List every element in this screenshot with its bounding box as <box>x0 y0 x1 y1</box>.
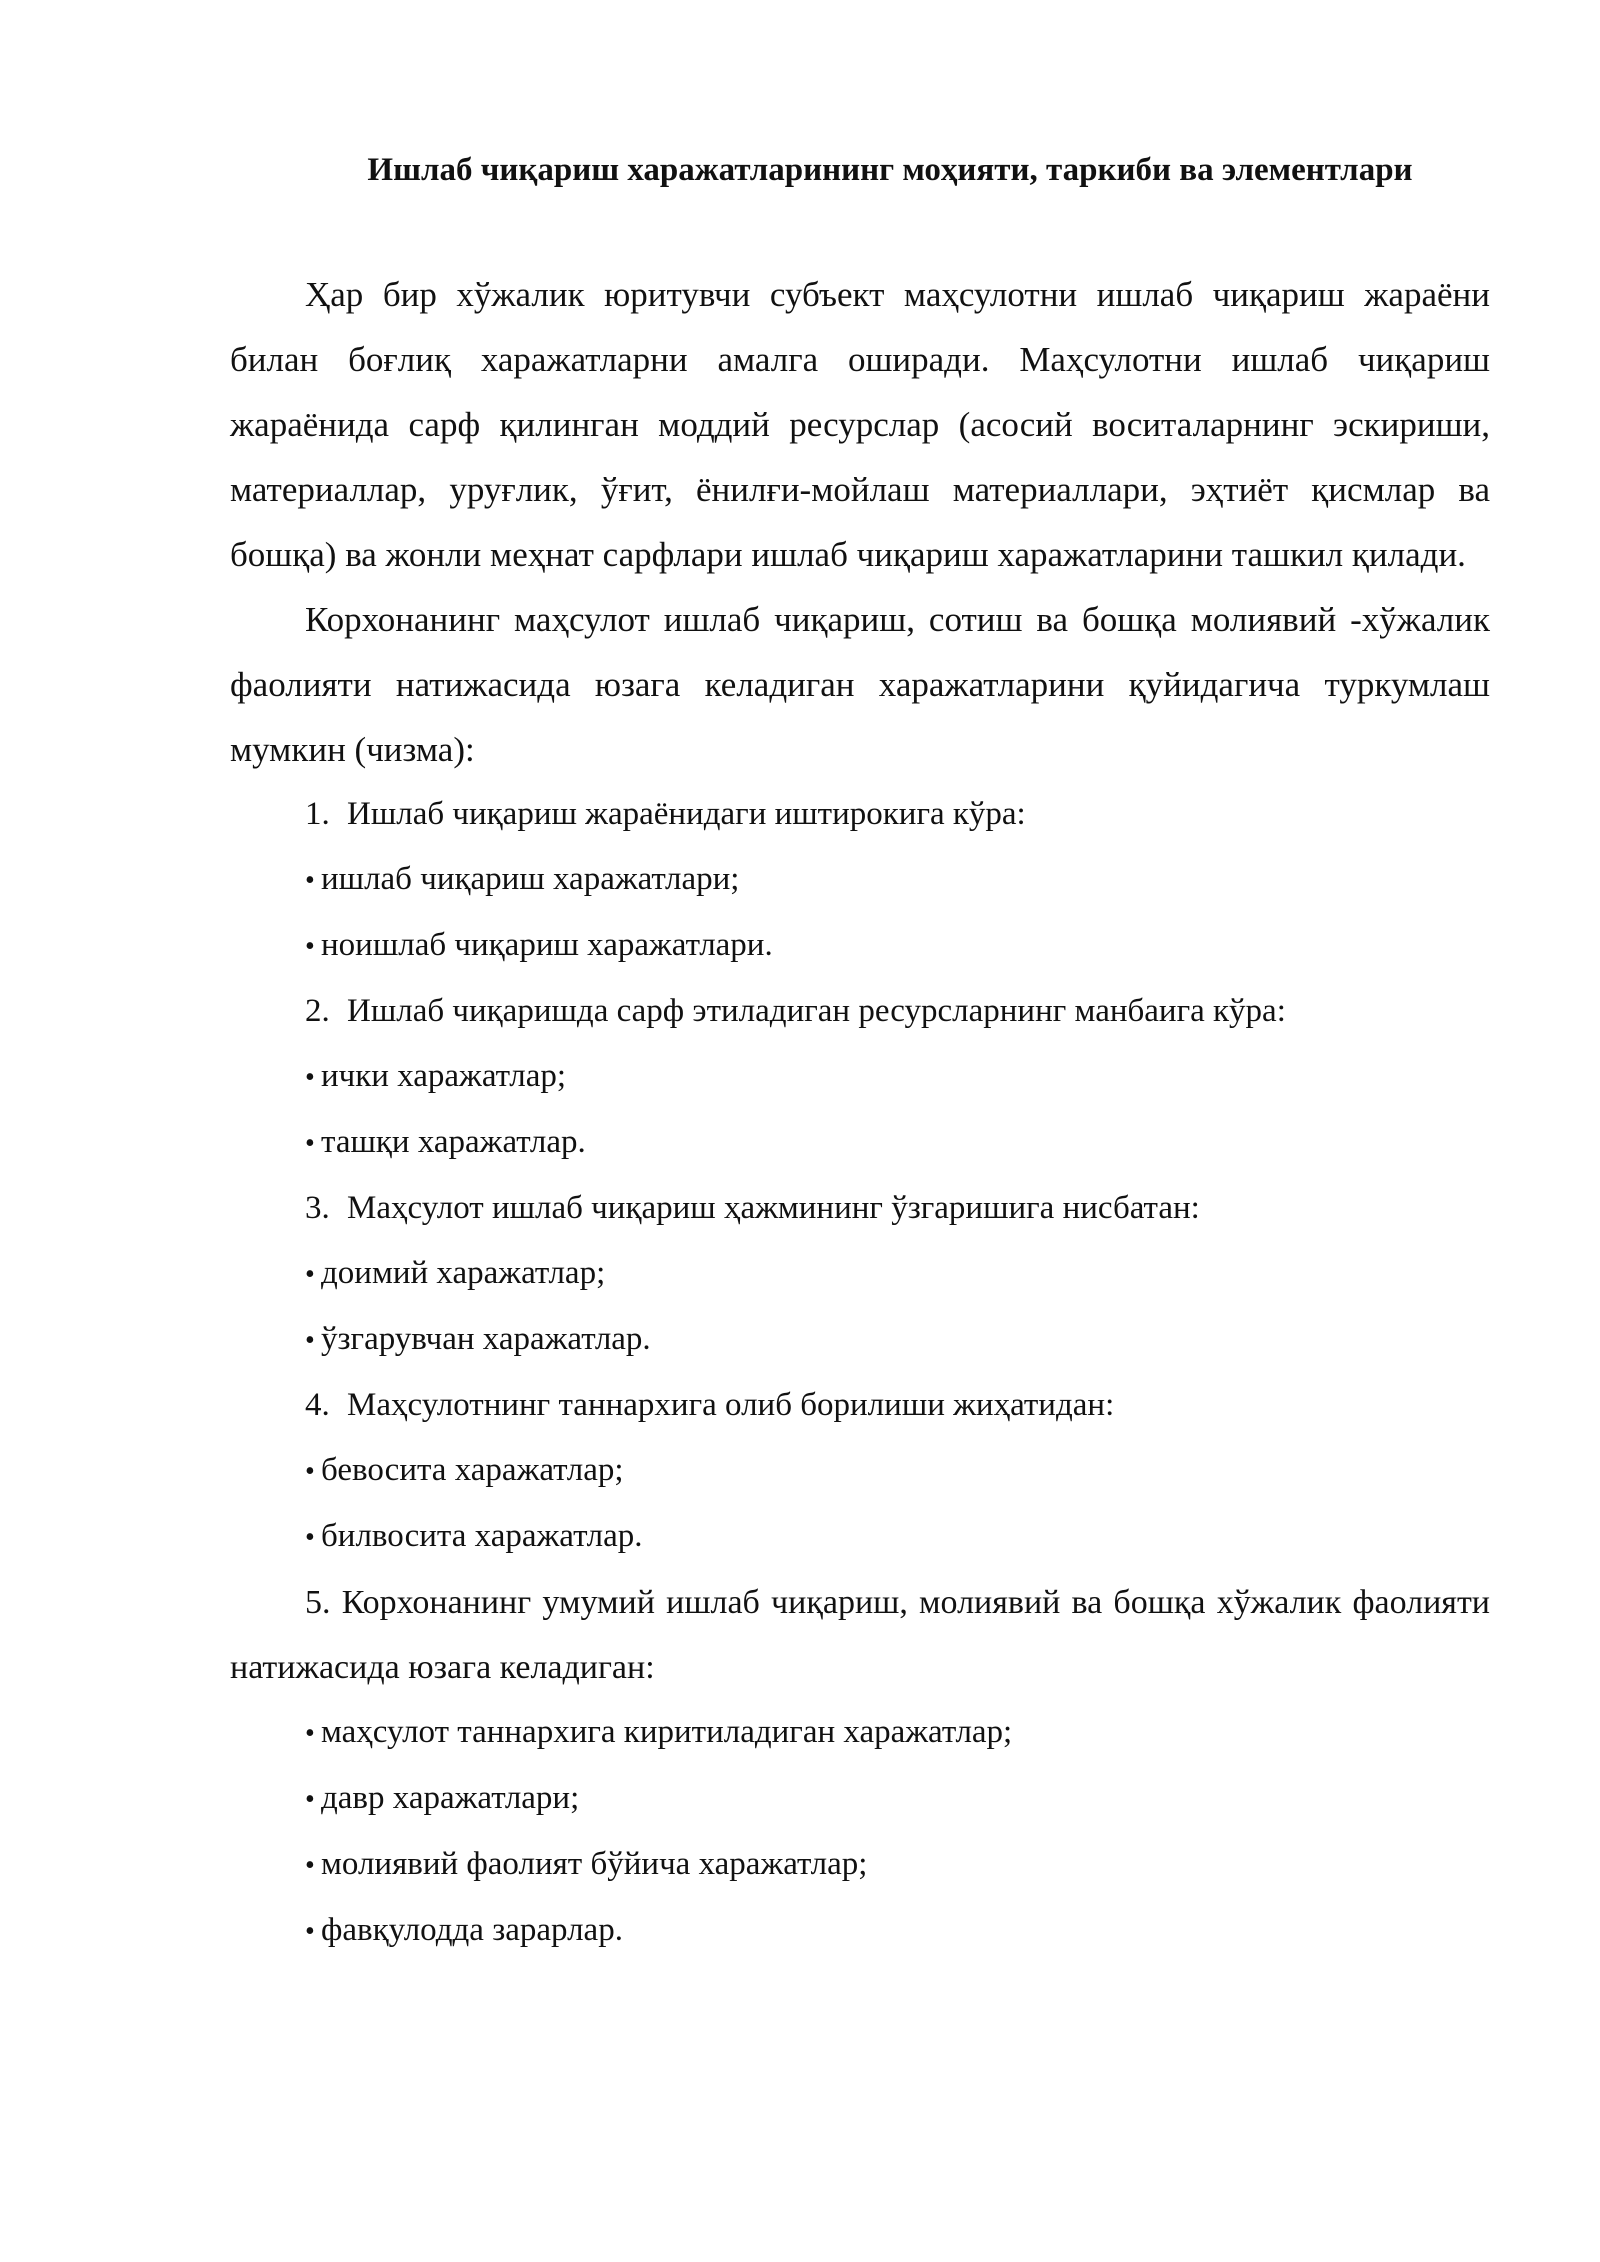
bullet-item <box>230 1307 1490 1373</box>
list-number: 1. <box>305 796 330 832</box>
bullet-item <box>230 1241 1490 1307</box>
document-page <box>230 150 1490 1964</box>
list-number: 3. <box>305 1190 330 1226</box>
bullet-icon: • <box>305 1456 315 1487</box>
list-heading-text: Ишлаб чиқаришда сарф этиладиган ресурсларнинг манбаига кўра: <box>347 993 1286 1029</box>
list-heading-1 <box>230 782 1490 847</box>
bullet-item <box>230 1766 1490 1832</box>
bullet-icon: • <box>305 1259 315 1290</box>
bullet-icon: • <box>305 1062 315 1093</box>
bullet-text: бевосита харажатлар; <box>321 1452 624 1488</box>
paragraph-2: Корхонанинг маҳсулот ишлаб чиқариш, сотиш ва бошқа молиявий -хўжалик фаолияти натижасида юзага келадиган харажатларини қуйидагича туркумлаш мумкин (чизма): <box>230 600 1490 769</box>
bullet-text: давр харажатлари; <box>321 1780 580 1816</box>
bullet-item <box>230 1438 1490 1504</box>
bullet-icon: • <box>305 1916 315 1947</box>
bullet-item <box>230 1044 1490 1110</box>
list-number: 2. <box>305 993 330 1029</box>
bullet-text: ички харажатлар; <box>321 1058 567 1094</box>
bullet-text: ташқи харажатлар. <box>321 1124 586 1160</box>
bullet-item <box>230 1110 1490 1176</box>
bullet-item <box>230 913 1490 979</box>
bullet-icon: • <box>305 1718 315 1749</box>
bullet-text: фавқулодда зарарлар. <box>321 1912 623 1948</box>
bullet-item <box>230 1832 1490 1898</box>
list-heading-text: Ишлаб чиқариш жараёнидаги иштирокига кўра: <box>347 796 1026 832</box>
bullet-item <box>230 1504 1490 1570</box>
list-heading-text: Маҳсулот ишлаб чиқариш ҳажмининг ўзгаришига нисбатан: <box>347 1190 1200 1226</box>
bullet-text: маҳсулот таннархига киритиладиган харажатлар; <box>321 1714 1013 1750</box>
bullet-text: доимий харажатлар; <box>321 1255 606 1291</box>
list-heading-2 <box>230 979 1490 1044</box>
list-heading-5: 5. Корхонанинг умумий ишлаб чиқариш, молиявий ва бошқа хўжалик фаолияти натижасида юзага келадиган: <box>230 1584 1490 1686</box>
bullet-icon: • <box>305 1128 315 1159</box>
bullet-item <box>230 1898 1490 1964</box>
bullet-item <box>230 847 1490 913</box>
bullet-icon: • <box>305 931 315 962</box>
bullet-text: ноишлаб чиқариш харажатлари. <box>321 927 773 963</box>
list-heading-4 <box>230 1373 1490 1438</box>
list-heading-3 <box>230 1176 1490 1241</box>
document-title: Ишлаб чиқариш харажатларининг моҳияти, таркиби ва элементлари <box>367 152 1413 188</box>
list-heading-text: Маҳсулотнинг таннархига олиб борилиши жиҳатидан: <box>347 1387 1115 1423</box>
bullet-icon: • <box>305 1325 315 1356</box>
bullet-icon: • <box>305 865 315 896</box>
bullet-icon: • <box>305 1522 315 1553</box>
bullet-text: молиявий фаолият бўйича харажатлар; <box>321 1846 868 1882</box>
bullet-item <box>230 1700 1490 1766</box>
bullet-icon: • <box>305 1850 315 1881</box>
list-number: 4. <box>305 1387 330 1423</box>
bullet-icon: • <box>305 1784 315 1815</box>
bullet-text: ўзгарувчан харажатлар. <box>321 1321 651 1357</box>
bullet-text: билвосита харажатлар. <box>321 1518 643 1554</box>
bullet-text: ишлаб чиқариш харажатлари; <box>321 861 740 897</box>
paragraph-1: Ҳар бир хўжалик юритувчи субъект маҳсулотни ишлаб чиқариш жараёни билан боғлиқ харажатларни амалга оширади. Маҳсулотни ишлаб чиқариш жараёнида сарф қилинган моддий ресурслар (асосий воситаларнинг эскириши, материаллар, уруғлик, ўғит, ёнилғи-мойлаш материаллари, эҳтиёт қисмлар ва бошқа) ва жонли меҳнат сарфлари ишлаб чиқариш харажатларини ташкил қилади. <box>230 275 1490 574</box>
